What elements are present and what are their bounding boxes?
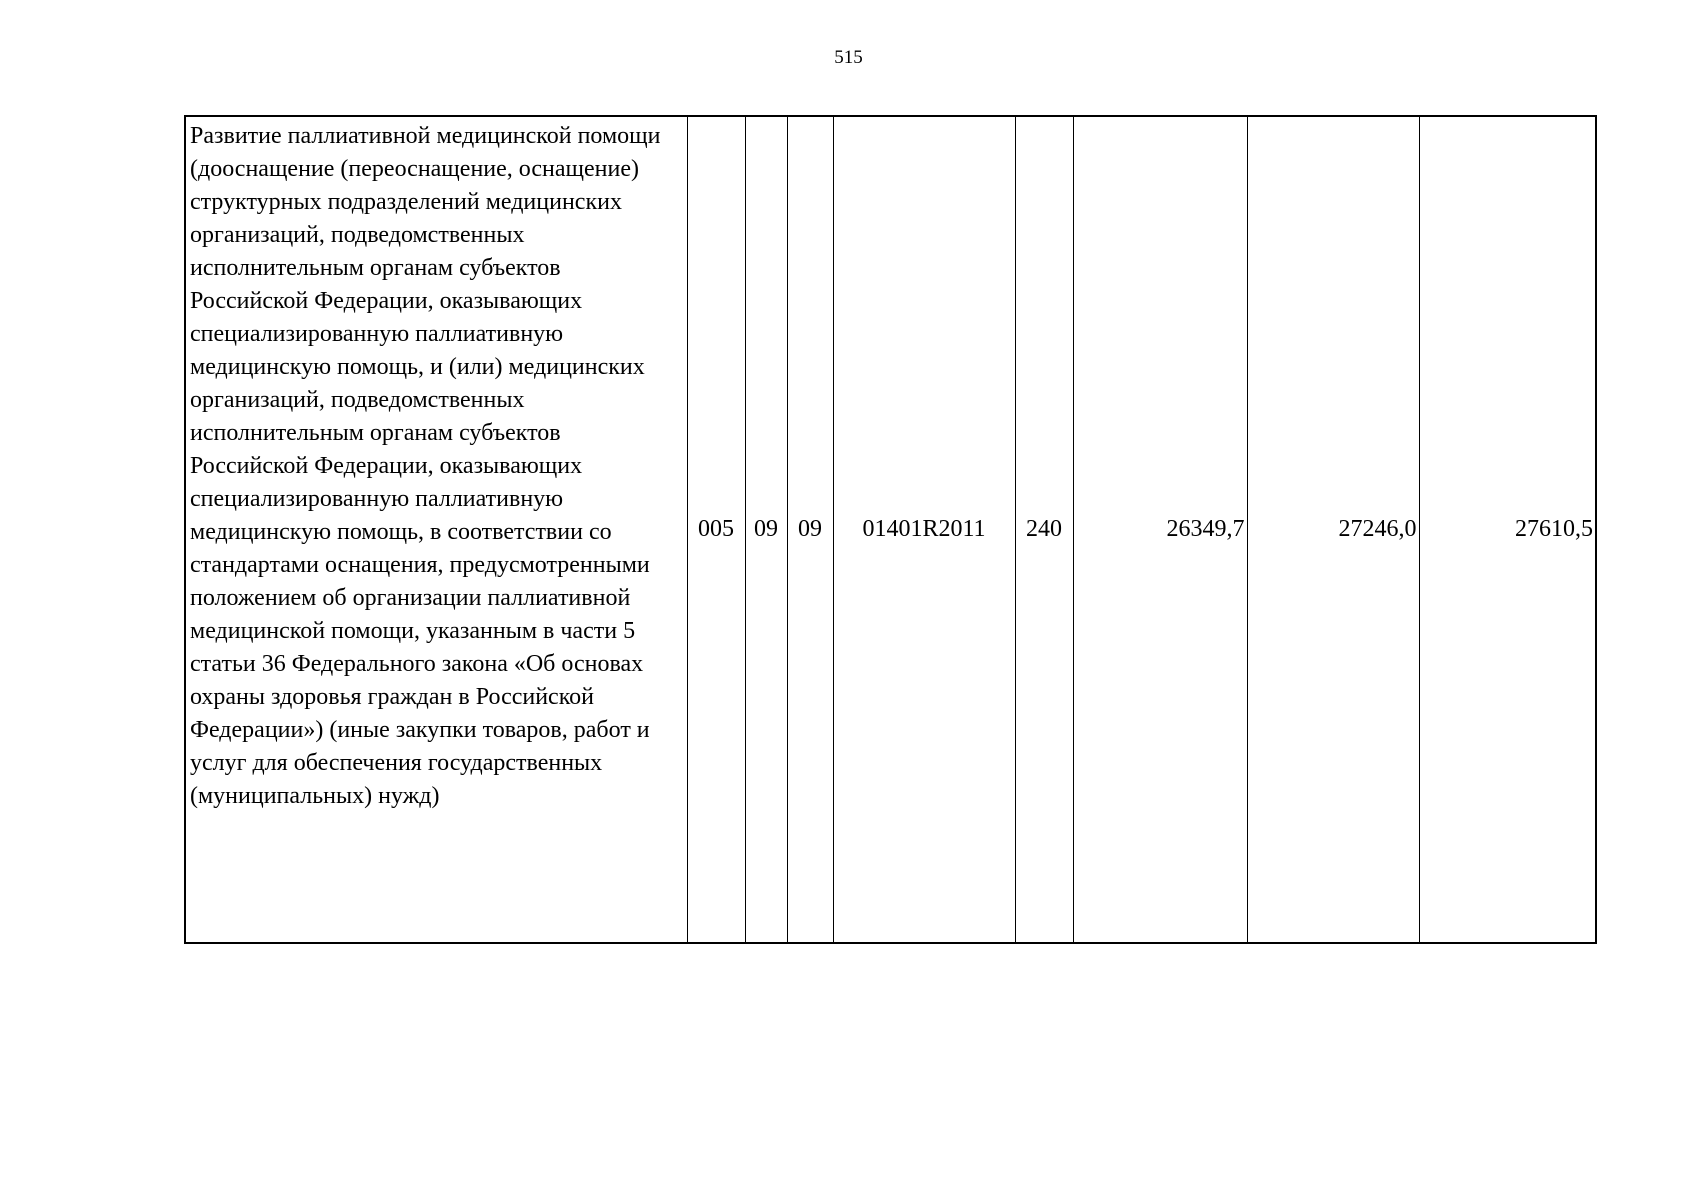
amount-year-3: 27610,5 xyxy=(1419,116,1596,943)
expense-type-code: 240 xyxy=(1015,116,1073,943)
expense-description: Развитие паллиативной медицинской помощи (дооснащение (переоснащение, оснащение) структурных подразделений медицинских организаций, подведомственных исполнительным органам субъектов Российской Федерации, оказывающих специализированную паллиативную медицинскую помощь, и (или) медицинских организаций, подведомственных исполнительным органам субъектов Российской Федерации, оказывающих специализированную паллиативную медицинскую помощь, в соответствии со стандартами оснащения, предусмотренными положением об организации паллиативной медицинской помощи, указанным в части 5 статьи 36 Федерального закона «Об основах охраны здоровья граждан в Российской Федерации») (иные закупки товаров, работ и услуг для обеспечения государственных (муниципальных) нужд) xyxy=(185,116,687,943)
amount-year-1: 26349,7 xyxy=(1073,116,1247,943)
subsection-code: 09 xyxy=(787,116,833,943)
amount-year-2: 27246,0 xyxy=(1247,116,1419,943)
ministry-code: 005 xyxy=(687,116,745,943)
target-article-code: 01401R2011 xyxy=(833,116,1015,943)
section-code: 09 xyxy=(745,116,787,943)
page-number: 515 xyxy=(834,47,863,68)
table-row xyxy=(185,116,1596,943)
budget-table xyxy=(184,115,1597,944)
